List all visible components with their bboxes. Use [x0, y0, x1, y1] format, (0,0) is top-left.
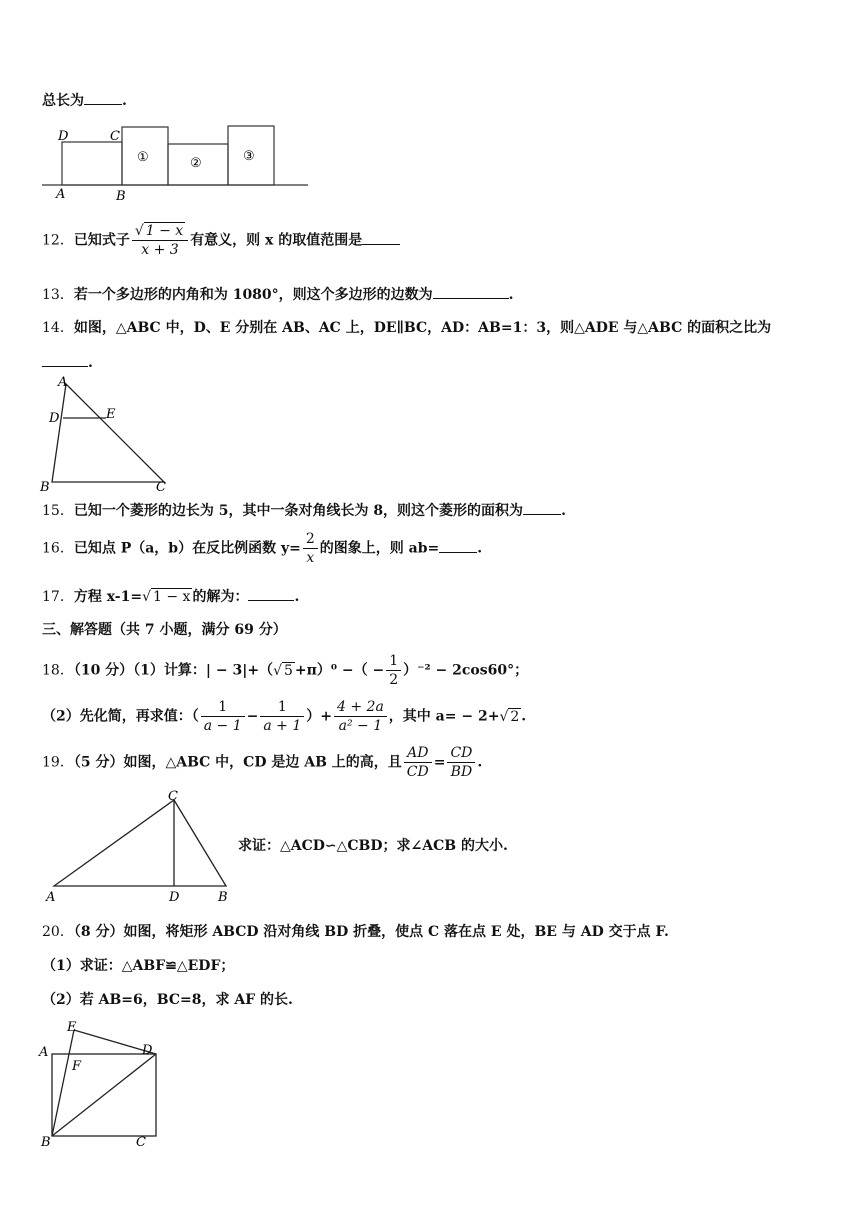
label-d: D — [169, 890, 180, 905]
q18-2-sqrt: √ 2 — [499, 708, 520, 725]
q16-fraction — [303, 530, 318, 567]
q18-2-frac2-den: a + 1 — [263, 718, 302, 734]
q18-text-b: +π）⁰ −（ − — [294, 662, 385, 679]
q18-text-a: （10 分）（1）计算：| − 3|+（ — [73, 662, 274, 679]
q16-number: 16． — [42, 540, 74, 557]
q12-denominator: x + 3 — [141, 242, 179, 258]
figure-triangle-acb — [40, 788, 240, 906]
q18-number: 18． — [42, 662, 74, 679]
answer-blank — [42, 352, 88, 367]
q15-number: 15． — [42, 503, 74, 519]
question-14 — [42, 318, 771, 338]
q18-numerator: 1 — [386, 652, 401, 671]
answer-blank — [362, 230, 400, 245]
label-c: C — [136, 1135, 146, 1150]
q16-text-a: 已知点 P（a，b）在反比例函数 y= — [73, 540, 301, 557]
section-3-title: 三、解答题（共 7 小题，满分 69 分） — [42, 622, 287, 638]
q18-2-minus: − — [246, 708, 259, 725]
figure-triangle-ade — [36, 374, 176, 494]
label-d: D — [58, 129, 69, 144]
section-heading — [42, 620, 287, 640]
label-b: B — [41, 1135, 51, 1150]
q14-number: 14． — [42, 320, 74, 336]
q17-sqrt: √ 1 − x — [142, 589, 191, 605]
q17-number: 17． — [42, 589, 74, 605]
label-a: A — [58, 375, 68, 390]
question-18-part2 — [42, 698, 526, 735]
q14-text: 如图，△ABC 中，D、E 分别在 AB、AC 上，DE∥BC，AD：AB=1：3，则△ADE 与△ABC 的面积之比为 — [73, 320, 772, 336]
question-19 — [42, 744, 482, 781]
q19-proof-text: 求证：△ACD∽△CBD；求∠ACB 的大小. — [238, 838, 508, 854]
q18-radicand: 5 — [283, 662, 293, 679]
q18-2-frac1-num: 1 — [201, 698, 245, 717]
label-e: E — [106, 407, 116, 422]
answer-blank — [523, 500, 561, 515]
q18-2-text-a: （2）先化简，再求值：（ — [42, 708, 199, 725]
q12-text-b: 有意义，则 x 的取值范围是 — [190, 232, 363, 249]
q20-part2-text: （2）若 AB=6，BC=8，求 AF 的长. — [42, 992, 293, 1008]
q13-text: 若一个多边形的内角和为 1080°，则这个多边形的边数为 — [73, 287, 433, 303]
question-12 — [42, 222, 400, 259]
label-e: E — [67, 1020, 77, 1035]
q15-text: 已知一个菱形的边长为 5，其中一条对角线长为 8，则这个菱形的面积为 — [73, 503, 524, 519]
answer-blank — [84, 90, 122, 105]
q19-number: 19． — [42, 754, 74, 771]
question-13: 13．若一个多边形的内角和为 1080°，则这个多边形的边数为 . — [42, 284, 514, 305]
label-2: ② — [190, 156, 202, 171]
question-14-blank: . — [42, 352, 93, 373]
label-3: ③ — [243, 149, 255, 164]
q18-2-frac1-den: a − 1 — [203, 718, 242, 734]
q17-text-b: 的解为： — [192, 589, 249, 605]
q18-sqrt: √ 5 — [273, 662, 293, 679]
q17-text-a: 方程 x-1= — [73, 589, 143, 605]
q20-number: 20． — [42, 924, 74, 940]
q16-text-b: 的图象上，则 ab= — [319, 540, 440, 557]
q18-2-frac1 — [201, 698, 245, 735]
figure-folded-rectangle — [36, 1018, 166, 1150]
q19-text-b: . — [477, 754, 483, 771]
q11-text: 总长为 — [42, 93, 84, 109]
question-11-tail: 总长为 . — [42, 90, 127, 111]
q18-fraction — [386, 652, 401, 689]
q12-fraction: $\frac{√ 1 - x}{x + 3}$ — [132, 222, 188, 259]
q19-frac1-num: AD — [404, 744, 432, 763]
label-f: F — [72, 1059, 82, 1074]
q17-radicand: 1 − x — [153, 589, 191, 605]
label-c: C — [168, 789, 178, 804]
label-b: B — [116, 189, 126, 204]
question-17: 17．方程 x-1=√ 1 − x 的解为： . — [42, 586, 299, 607]
q18-2-text-c: ，其中 a= − 2+ — [388, 708, 500, 725]
q18-2-frac2 — [260, 698, 304, 735]
q18-text-c: ）⁻² − 2cos60°； — [403, 662, 529, 679]
q18-2-text-d: . — [521, 708, 527, 725]
answer-blank — [439, 538, 477, 553]
label-b: B — [218, 890, 228, 905]
q18-2-frac3-den: a² − 1 — [338, 718, 383, 734]
q12-radicand: 1 − x — [145, 223, 184, 239]
q19-frac2 — [447, 744, 475, 781]
q12-number: 12． — [42, 232, 74, 249]
answer-blank — [433, 284, 509, 299]
q19-equals: = — [433, 754, 446, 771]
question-15: 15．已知一个菱形的边长为 5，其中一条对角线长为 8，则这个菱形的面积为 . — [42, 500, 566, 521]
question-20 — [42, 922, 669, 942]
q18-2-frac3 — [334, 698, 387, 735]
answer-blank — [248, 586, 294, 601]
label-c: C — [110, 129, 120, 144]
q19-text-a: （5 分）如图，△ABC 中，CD 是边 AB 上的高，且 — [73, 754, 402, 771]
label-1: ① — [137, 150, 149, 165]
label-d: D — [142, 1043, 153, 1058]
label-a: A — [46, 890, 56, 905]
label-a: A — [56, 187, 66, 202]
q19-frac1-den: CD — [406, 764, 429, 780]
label-d: D — [49, 411, 60, 426]
q19-frac2-num: CD — [447, 744, 475, 763]
q12-text-a: 已知式子 — [73, 232, 130, 249]
q19-frac1 — [404, 744, 432, 781]
q13-number: 13． — [42, 287, 74, 303]
q16-denominator: x — [306, 550, 315, 566]
question-20-part1 — [42, 956, 234, 976]
q18-2-text-b: ）+ — [306, 708, 332, 725]
q18-denominator: 2 — [389, 672, 399, 688]
q20-part1-text: （1）求证：△ABF≌△EDF； — [42, 958, 235, 974]
q19-frac2-den: BD — [450, 764, 473, 780]
q18-2-frac2-num: 1 — [260, 698, 304, 717]
q16-numerator: 2 — [303, 530, 318, 549]
q18-2-frac3-num: 4 + 2a — [334, 698, 387, 717]
label-a: A — [39, 1045, 49, 1060]
question-19-proof — [238, 836, 508, 856]
q20-text: （8 分）如图，将矩形 ABCD 沿对角线 BD 折叠，使点 C 落在点 E 处，BE 与 AD 交于点 F. — [73, 924, 669, 940]
question-20-part2 — [42, 990, 293, 1010]
label-c: C — [156, 480, 166, 494]
question-18-part1 — [42, 652, 528, 689]
q18-2-radicand: 2 — [510, 708, 520, 725]
question-16: 16．已知点 P（a，b）在反比例函数 y= $\frac{2}{x}$ 的图象上，则 ab= . — [42, 531, 483, 566]
label-b: B — [40, 480, 50, 494]
figure-rectangles — [40, 120, 310, 205]
